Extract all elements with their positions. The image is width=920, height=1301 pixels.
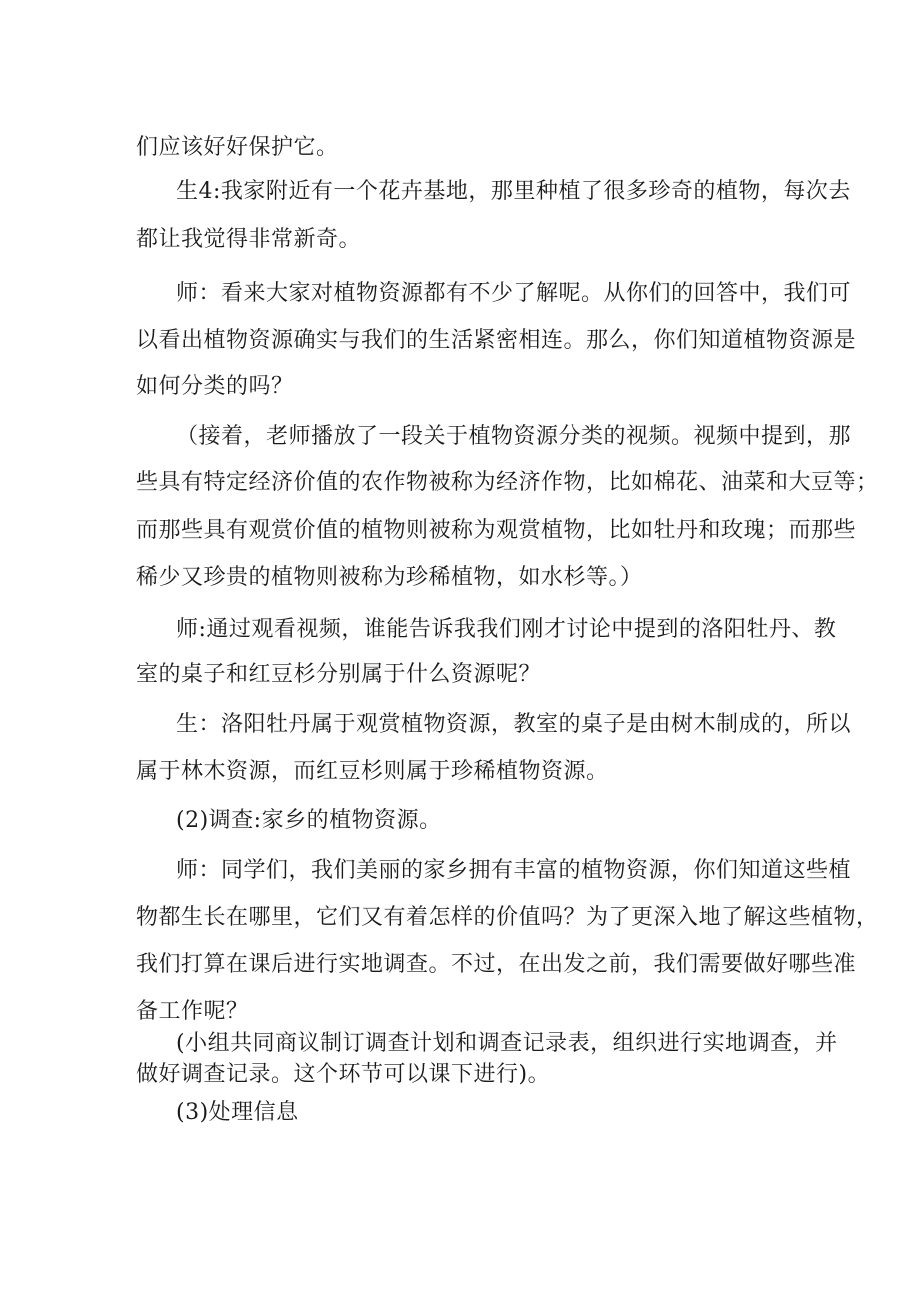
text-line: 物都生长在哪里，它们又有着怎样的价值吗？为了更深入地了解这些植物， [136, 905, 879, 930]
text-line: 生：洛阳牡丹属于观赏植物资源，教室的桌子是由树木制成的，所以 [176, 712, 852, 737]
text-line: 如何分类的吗？ [136, 374, 294, 399]
section-heading: (3)处理信息 [176, 1100, 299, 1125]
text-line: 我们打算在课后进行实地调查。不过，在出发之前，我们需要做好哪些准 [136, 952, 857, 977]
text-line: （接着，老师播放了一段关于植物资源分类的视频。视频中提到，那 [176, 424, 852, 449]
section-heading: (2)调查:家乡的植物资源。 [176, 808, 442, 833]
text-line: 以看出植物资源确实与我们的生活紧密相连。那么，你们知道植物资源是 [136, 328, 857, 353]
text-line: 室的桌子和红豆杉分别属于什么资源呢？ [136, 662, 542, 687]
text-line: 稀少又珍贵的植物则被称为珍稀植物，如水杉等。） [136, 565, 643, 590]
text-line: 生4:我家附近有一个花卉基地，那里种植了很多珍奇的植物，每次去 [176, 179, 851, 204]
text-line: 都让我觉得非常新奇。 [136, 227, 362, 252]
text-line: 而那些具有观赏价值的植物则被称为观赏植物，比如牡丹和玫瑰；而那些 [136, 518, 857, 543]
text-line: (小组共同商议制订调查计划和调查记录表，组织进行实地调查，并 [176, 1031, 838, 1056]
text-line: 师：同学们，我们美丽的家乡拥有丰富的植物资源，你们知道这些植 [176, 858, 852, 883]
text-line: 们应该好好保护它。 [136, 135, 339, 160]
text-line: 备工作呢？ [136, 999, 249, 1024]
text-line: 属于林木资源，而红豆杉则属于珍稀植物资源。 [136, 759, 609, 784]
text-line: 师：看来大家对植物资源都有不少了解呢。从你们的回答中，我们可 [176, 281, 852, 306]
text-line: 些具有特定经济价值的农作物被称为经济作物，比如棉花、油菜和大豆等； [136, 470, 879, 495]
text-line: 师:通过观看视频，谁能告诉我我们刚才讨论中提到的洛阳牡丹、教 [176, 617, 837, 642]
text-line: 做好调查记录。这个环节可以课下进行)。 [136, 1062, 551, 1087]
